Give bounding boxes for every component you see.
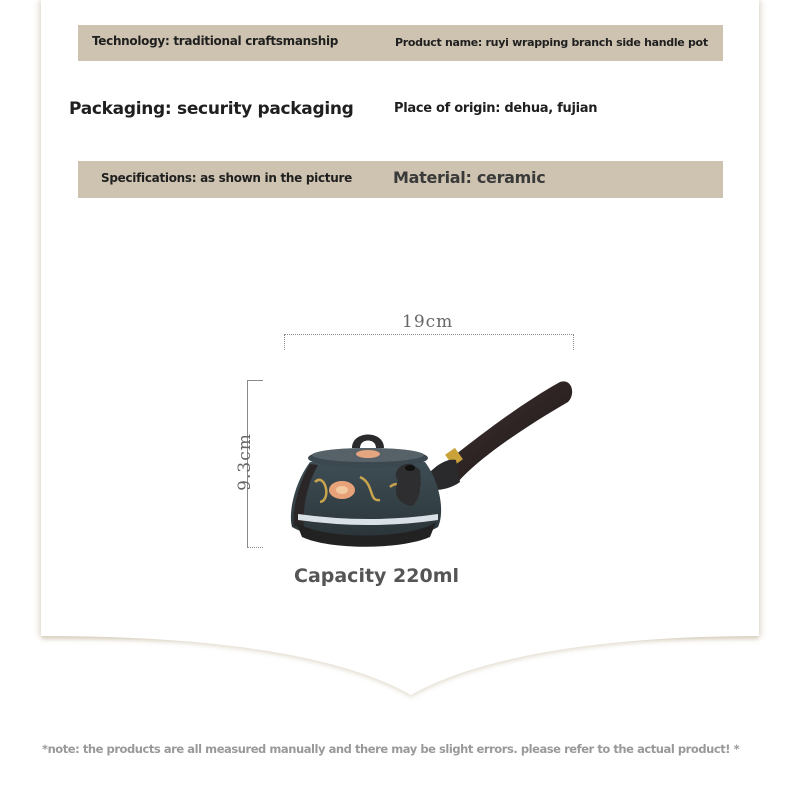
width-dimension-line [284,334,574,350]
measurement-note: *note: the products are all measured manually and there may be slight errors. please refer to the actual product! * [42,742,740,756]
spec-place-of-origin: Place of origin: dehua, fujian [394,101,598,116]
spec-material: Material: ceramic [393,168,546,187]
spec-packaging: Packaging: security packaging [69,99,354,119]
spec-specifications: Specifications: as shown in the picture [101,171,352,185]
height-dimension-label: 9.3cm [235,433,255,491]
spec-product-name: Product name: ruyi wrapping branch side handle pot [395,36,708,49]
teapot-image [280,372,580,552]
spec-technology: Technology: traditional craftsmanship [92,34,339,48]
card-pointer-shape [41,630,759,705]
capacity-label: Capacity 220ml [294,565,460,587]
width-dimension-label: 19cm [402,312,454,332]
